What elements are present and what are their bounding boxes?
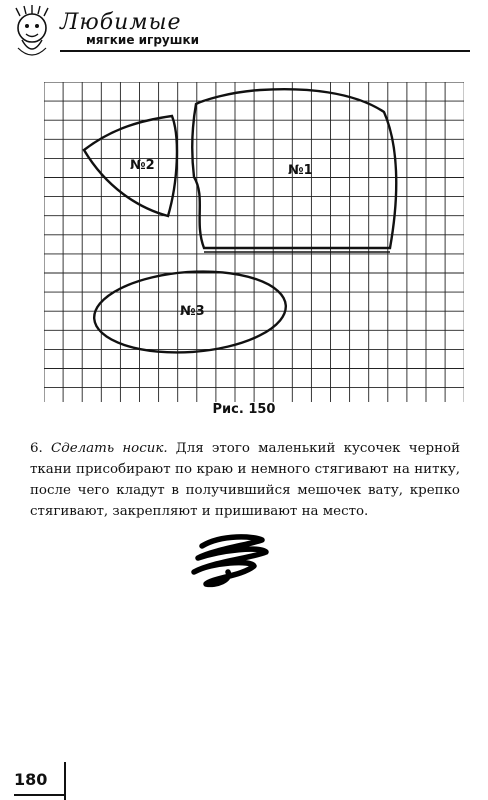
- step-body: Для этого маленький кусочек черной ткани присобирают по краю и немного стягивают на нитку, после чего кладут в получившийся мешочек вату, крепко стягивают, закрепляют и пришивают на место.: [30, 441, 460, 519]
- step-paragraph: [30, 438, 460, 522]
- footer-horizontal-rule: [14, 794, 66, 796]
- part-1-label: №1: [288, 163, 313, 178]
- nose-scribble-icon: [182, 532, 274, 592]
- part-2-label: №2: [130, 158, 155, 173]
- pattern-grid-figure: [44, 82, 464, 402]
- part-3-label: №3: [180, 304, 205, 319]
- book-title-line1: Любимые: [60, 10, 182, 35]
- header-divider: [60, 50, 470, 52]
- step-title: Сделать носик.: [50, 441, 168, 456]
- grid-lines: [44, 82, 464, 402]
- page-number: 180: [14, 770, 48, 789]
- figure-caption: Рис. 150: [212, 402, 276, 417]
- step-lead: 6.: [30, 441, 51, 456]
- book-title-line2: мягкие игрушки: [86, 33, 200, 47]
- doll-logo-icon: [8, 4, 56, 60]
